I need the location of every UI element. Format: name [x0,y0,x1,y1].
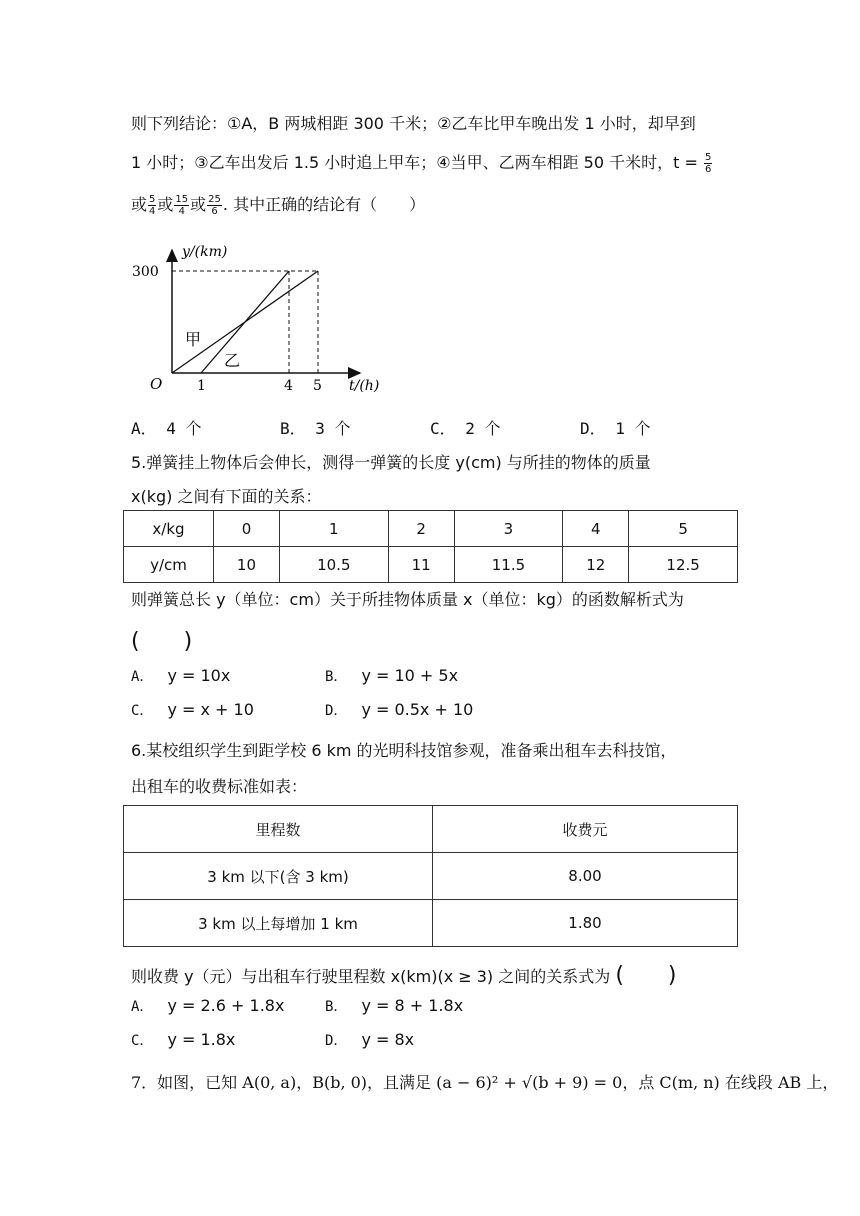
table-row [124,853,738,900]
label-jia: 甲 [185,330,202,349]
q4-option-d[interactable]: D． 1 个 [580,419,651,438]
taxi-fare-table [123,805,738,947]
x-tick-5: 5 [313,378,322,394]
table-cell: 11 [388,547,454,583]
q6-option-d[interactable]: D． y = 8x [325,1030,415,1049]
table-cell: 3 km 以上每增加 1 km [124,900,433,947]
q5-option-a[interactable]: A． y = 10x [131,666,231,685]
table-cell: 10 [214,547,280,583]
y-axis-label: y/(km) [182,244,228,260]
q5-line-2: x(kg) 之间有下面的关系： [131,487,322,506]
table-cell: 0 [214,511,280,547]
q5-line-3: 则弹簧总长 y（单位：cm）关于所挂物体质量 x（单位：kg）的函数解析式为 [131,590,684,609]
spring-table [123,510,738,583]
y-tick-300: 300 [132,264,159,280]
table-cell: 4 [563,511,629,547]
x-tick-4: 4 [284,378,293,394]
q4-line-2-text: 1 小时；③乙车出发后 1.5 小时追上甲车；④当甲、乙两车相距 50 千米时，t = [131,153,698,172]
q6-option-b[interactable]: B． y = 8 + 1.8x [325,996,464,1015]
table-cell: 1 [279,511,388,547]
table-row [124,511,738,547]
table-cell: y/cm [124,547,214,583]
q4-line-3: 或 $\frac{5}{4}$ 或 $\frac{15}{4}$ 或 $\frac{25}{6}$ . 其中正确的结论有（ ） [131,194,426,217]
q6-option-c[interactable]: C． y = 1.8x [131,1030,236,1049]
q5-option-c[interactable]: C． y = x + 10 [131,700,254,719]
fraction-25-6: $\frac{25}{6}$ [208,194,221,217]
table-cell: x/kg [124,511,214,547]
table-cell: 5 [629,511,738,547]
table-cell: 12.5 [629,547,738,583]
table-row [124,900,738,947]
line-yi [201,271,289,373]
q4-option-b[interactable]: B． 3 个 [280,419,351,438]
q5-option-d[interactable]: D． y = 0.5x + 10 [325,700,474,719]
q7-line-1: 7．如图，已知 A(0, a)，B(b, 0)，且满足 (a − 6)² + √(b + 9) = 0，点 C(m, n) 在线段 AB 上， [131,1073,839,1092]
table-cell: 12 [563,547,629,583]
table-cell: 8.00 [433,853,738,900]
q4-line-1: 则下列结论：①A，B 两城相距 300 千米；②乙车比甲车晚出发 1 小时，却早到 [131,114,696,133]
table-cell: 1.80 [433,900,738,947]
q5-line-1: 5.弹簧挂上物体后会伸长，测得一弹簧的长度 y(cm) 与所挂的物体的质量 [131,453,651,472]
table-row [124,806,738,853]
q4-option-c[interactable]: C． 2 个 [430,419,501,438]
fraction-5-4: $\frac{5}{4}$ [149,194,156,217]
fraction-15-4: $\frac{15}{4}$ [175,194,189,217]
q6-line-3: 则收费 y（元）与出租车行驶里程数 x(km)(x ≥ 3) 之间的关系式为 ( ) [131,963,677,988]
q5-option-b[interactable]: B． y = 10 + 5x [325,666,459,685]
q4-option-a[interactable]: A． 4 个 [131,419,202,438]
q6-option-a[interactable]: A． y = 2.6 + 1.8x [131,996,285,1015]
q6-line-2: 出租车的收费标准如表： [131,777,308,796]
q4-line-2 [131,150,713,175]
fraction-5-6: $\frac{5}{6}$ [704,152,712,175]
q6-line-1: 6.某校组织学生到距学校 6 km 的光明科技馆参观，准备乘出租车去科技馆， [131,741,677,760]
table-row [124,547,738,583]
q5-answer-paren: ( ) [131,629,193,654]
q6-answer-paren: ( ) [615,963,677,988]
label-yi: 乙 [224,351,241,370]
x-axis-label: t/(h) [349,378,380,394]
x-tick-1: 1 [197,378,206,394]
table-cell: 3 [454,511,563,547]
table-cell: 11.5 [454,547,563,583]
q4-question-end: . 其中正确的结论有（ ） [222,195,426,214]
origin-label: O [150,375,163,393]
distance-time-graph [128,238,398,398]
table-cell: 3 km 以下(含 3 km) [124,853,433,900]
table-cell: 10.5 [279,547,388,583]
table-header-distance: 里程数 [124,806,433,853]
table-header-fare: 收费元 [433,806,738,853]
table-cell: 2 [388,511,454,547]
